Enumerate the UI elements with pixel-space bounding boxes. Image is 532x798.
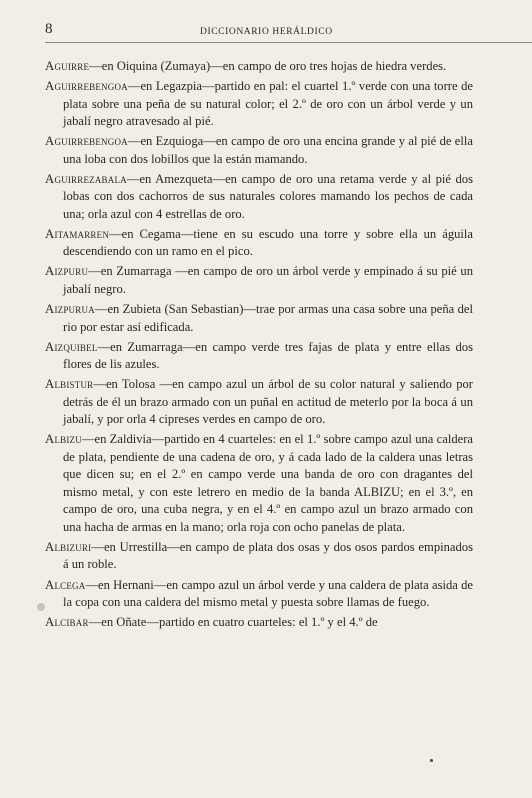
entry-text: —en Oñate—partido en cuatro cuarteles: el 1.º y el 4.º de	[88, 615, 378, 630]
entry-text: —en Ezquioga—en campo de oro una encina grande y al pié de ella una loba con dos lobillos que la están mamando.	[63, 134, 473, 166]
entry-text: —en Zumarraga —en campo de oro un árbol verde y empinado á su pié un jabalí negro.	[63, 264, 473, 296]
entry-headword: Albistur	[45, 377, 94, 392]
entry-headword: Albizu	[45, 432, 82, 447]
entry-albizuri	[45, 539, 473, 574]
entry-headword: Aizquibel	[45, 339, 98, 354]
entry-aizpurua	[45, 301, 473, 336]
entry-text: —en Tolosa —en campo azul un árbol de su color natural y saliendo por detrás de él un brazo armado con un puñal en actitud de meterlo por la boca á un jabalí, y por orla 4 cipreses verdes en campo de oro.	[63, 377, 473, 427]
entry-text: —en Amezqueta—en campo de oro una retama verde y al pié dos lobas con dos cachorros de sus naturales colores mamando los pechos de cada una; orla azul con 4 estrellas de oro.	[63, 171, 473, 221]
entry-aguirrezabala	[45, 171, 473, 224]
entry-aguirre	[45, 58, 473, 76]
entry-headword: Aitamarren	[45, 226, 110, 241]
entry-aguirrebengoa-legazpia	[45, 78, 473, 131]
entry-text: —en Urrestilla—en campo de plata dos osas y dos osos pardos empinados á un roble.	[63, 539, 473, 572]
entry-aguirrebengoa-ezquioga	[45, 133, 473, 168]
entry-text: —en Zaldivia—partido en 4 cuarteles: en el 1.º sobre campo azul una caldera de plata, pendiente de una cadena de oro, y á cada lado de la caldera unas letras que dicen su; en el 2.º en campo verde una banda de oro con dragantes del mismo metal, y con este letrero en medio de la banda ALBIZU; en el 3.º, en campo de oro, una cuba negra, y en el 4.º en campo azul un brazo armado con una hacha de armas en la mano; orla roja con ocho panelas de plata.	[63, 432, 473, 534]
entry-headword: Alcega	[45, 577, 86, 592]
entry-alcega	[45, 577, 473, 612]
entry-headword: Aguirrebengoa	[45, 79, 128, 94]
entry-aizquibel	[45, 339, 473, 374]
entry-headword: Aguirrezabala	[45, 171, 127, 186]
entry-headword: Alcibar	[45, 615, 89, 630]
running-head: DICCIONARIO HERÁLDICO	[200, 27, 333, 37]
entry-headword: Aguirre	[45, 59, 90, 73]
entry-headword: Aguirrebengoa	[45, 134, 128, 149]
entry-alcibar	[45, 614, 473, 632]
entry-text: —en Zumarraga—en campo verde tres fajas de plata y entre ellas dos flores de lis azules.	[63, 339, 473, 372]
ink-dot	[430, 759, 433, 762]
entry-text: —en Cegama—tiene en su escudo una torre y sobre ella un águila descendiendo con un ramo en el pico.	[63, 226, 473, 259]
entry-albizu	[45, 431, 473, 536]
entry-text: —en Zubieta (San Sebastian)—trae por armas una casa sobre una peña del rio por estar así edificada.	[63, 302, 473, 334]
page-number: 8	[45, 21, 53, 37]
entry-headword: Albizuri	[45, 539, 92, 554]
entry-aitamarren	[45, 226, 473, 261]
entry-text: —en Oiquina (Zumaya)—en campo de oro tres hojas de hiedra verdes.	[89, 59, 447, 73]
entry-text: —en Legazpia—partido en pal: el cuartel 1.º verde con una torre de plata sobre una peña de su natural color; el 2.º de oro con un árbol verde y un jabalí negro atravesado al pié.	[63, 79, 473, 129]
entry-aizpuru	[45, 263, 473, 298]
entry-headword: Aizpuru	[45, 264, 89, 279]
entry-albistur	[45, 376, 473, 429]
entry-headword: Aizpurua	[45, 302, 95, 317]
page-header	[45, 20, 532, 43]
dictionary-entries	[45, 58, 473, 634]
entry-text: —en Hernani—en campo azul un árbol verde y una caldera de plata asida de la copa con una caldera del mismo metal y puesta sobre llamas de fuego.	[63, 577, 473, 610]
paper-smudge	[37, 603, 45, 611]
